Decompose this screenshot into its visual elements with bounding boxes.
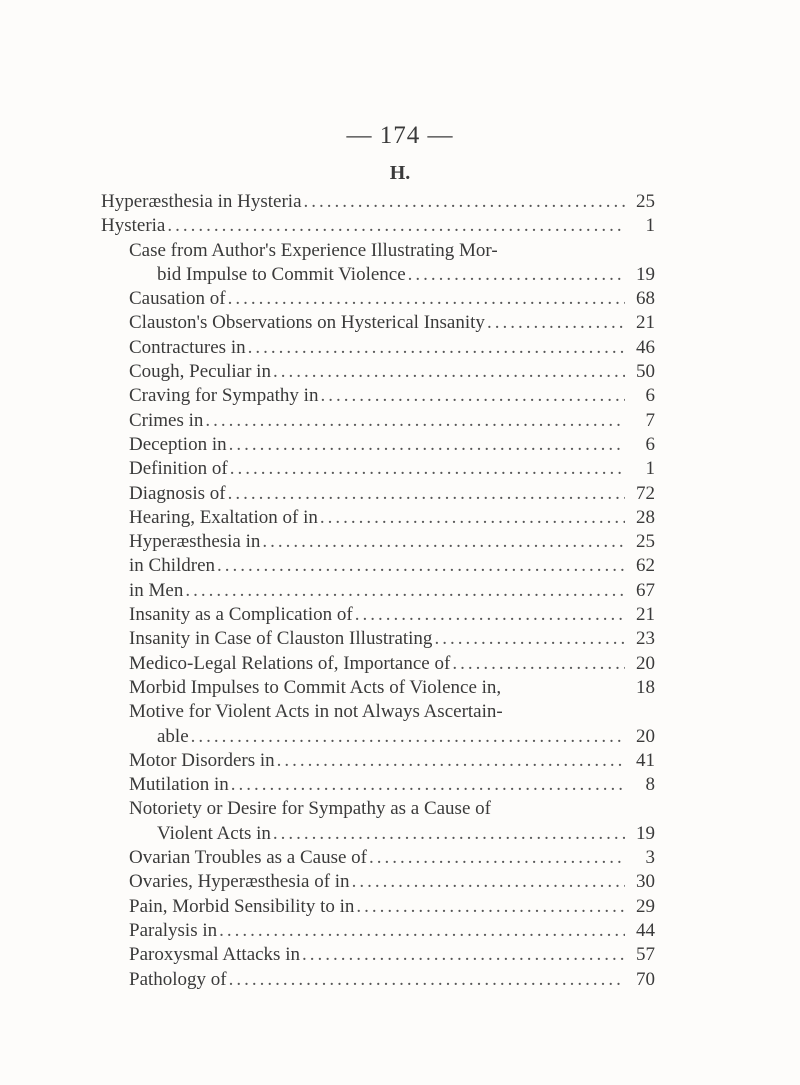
index-entry xyxy=(101,895,655,919)
index-entry xyxy=(101,919,655,943)
index-entry-page: 19 xyxy=(636,822,655,844)
index-entry xyxy=(101,773,655,797)
dot-leader xyxy=(320,384,625,408)
index-entry-text: Ovaries, Hyperæsthesia of in xyxy=(129,871,350,893)
index-entry-text: Mutilation in xyxy=(129,774,229,796)
index-entry-text: Paralysis in xyxy=(129,919,218,941)
dot-leader xyxy=(277,749,625,773)
dot-leader xyxy=(369,846,625,870)
dot-leader xyxy=(230,457,625,481)
index-entry xyxy=(101,700,655,724)
index-entry-page: 50 xyxy=(636,361,655,383)
dot-leader xyxy=(434,627,625,651)
index-entry-page: 41 xyxy=(636,749,655,771)
index-entry xyxy=(101,482,655,506)
index-entry-text: Crimes in xyxy=(129,409,204,431)
index-entry xyxy=(101,409,655,433)
index-entry-page: 7 xyxy=(645,409,655,431)
index-entry xyxy=(101,530,655,554)
index-entry xyxy=(101,336,655,360)
index-entry-text: Definition of xyxy=(129,458,228,480)
dot-leader xyxy=(167,214,625,238)
index-entry xyxy=(101,968,655,992)
index-entry-text: Hearing, Exaltation of in xyxy=(129,506,318,528)
index-entry-text: Hyperæsthesia in Hysteria xyxy=(101,191,302,212)
index-entry xyxy=(101,384,655,408)
index-entry-page: 20 xyxy=(636,725,655,747)
index-entry xyxy=(101,311,655,335)
index-entry-page: 18 xyxy=(636,676,655,698)
index-entry-text: able xyxy=(157,725,189,747)
dot-leader xyxy=(248,336,625,360)
dot-leader xyxy=(228,287,625,311)
dot-leader xyxy=(205,409,625,433)
index-entry xyxy=(101,457,655,481)
index-entry xyxy=(101,652,655,676)
index-entry-page: 1 xyxy=(645,215,655,237)
index-entry xyxy=(101,603,655,627)
dot-leader xyxy=(229,433,625,457)
index-entry-page: 19 xyxy=(636,263,655,285)
index-entry xyxy=(101,749,655,773)
index-entry-text: Ovarian Troubles as a Cause of xyxy=(129,847,367,869)
dot-leader xyxy=(408,263,625,287)
index-entry-page: 28 xyxy=(636,506,655,528)
dot-leader xyxy=(219,919,625,943)
index-entry xyxy=(101,506,655,530)
dot-leader xyxy=(217,554,625,578)
index-entry-text: Morbid Impulses to Commit Acts of Violence in, xyxy=(129,676,502,698)
index-entry-text: Pain, Morbid Sensibility to in xyxy=(129,895,355,917)
dot-leader xyxy=(273,822,625,846)
index-entry-text: Notoriety or Desire for Sympathy as a Cause of xyxy=(129,798,491,820)
dot-leader xyxy=(304,190,625,214)
index-entry xyxy=(101,554,655,578)
index-entry-text: bid Impulse to Commit Violence xyxy=(157,263,406,285)
index-entry-page: 21 xyxy=(636,604,655,626)
index-entry-page: 8 xyxy=(645,774,655,796)
index-entry-text: Pathology of xyxy=(129,968,227,990)
index-entry-text: in Men xyxy=(129,579,184,601)
index-entry-text: Motor Disorders in xyxy=(129,749,275,771)
index-entry-text: Insanity as a Complication of xyxy=(129,604,353,626)
dot-leader xyxy=(452,652,625,676)
index-entry xyxy=(101,943,655,967)
index-entry-text: Causation of xyxy=(129,288,226,310)
index-entry-page: 25 xyxy=(636,531,655,553)
dot-leader xyxy=(320,506,625,530)
index-entry-page: 25 xyxy=(636,191,655,212)
index-entry-text: Clauston's Observations on Hysterical Insanity xyxy=(129,312,485,334)
index-entry xyxy=(101,870,655,894)
index-entry-page: 29 xyxy=(636,895,655,917)
index-entry-page: 6 xyxy=(645,385,655,407)
index-entry-text: Deception in xyxy=(129,433,227,455)
dot-leader xyxy=(302,943,625,967)
index-entry-text: Paroxysmal Attacks in xyxy=(129,944,300,966)
index-entry xyxy=(101,214,655,238)
index-entry-text: Cough, Peculiar in xyxy=(129,361,271,383)
dot-leader xyxy=(356,895,625,919)
index-entry-page: 46 xyxy=(636,336,655,358)
index-entry xyxy=(101,263,655,287)
index-entry-page: 20 xyxy=(636,652,655,674)
index-entry-text: Craving for Sympathy in xyxy=(129,385,319,407)
index-list xyxy=(101,190,655,992)
dot-leader xyxy=(487,311,625,335)
index-entry-page: 70 xyxy=(636,968,655,990)
index-entry xyxy=(101,190,655,214)
index-entry xyxy=(101,725,655,749)
index-entry xyxy=(101,287,655,311)
index-entry-page: 44 xyxy=(636,919,655,941)
page-number: — 174 — xyxy=(346,122,454,149)
index-entry xyxy=(101,239,655,263)
index-entry-text: Hyperæsthesia in xyxy=(129,531,261,553)
index-entry-page: 21 xyxy=(636,312,655,334)
index-entry-page: 30 xyxy=(636,871,655,893)
index-entry-text: Medico-Legal Relations of, Importance of xyxy=(129,652,451,674)
dot-leader xyxy=(185,579,625,603)
dot-leader xyxy=(228,482,625,506)
index-entry-text: Diagnosis of xyxy=(129,482,226,504)
index-entry xyxy=(101,822,655,846)
index-entry xyxy=(101,797,655,821)
index-entry xyxy=(101,433,655,457)
index-entry-page: 57 xyxy=(636,944,655,966)
index-entry-page: 68 xyxy=(636,288,655,310)
index-entry-page: 62 xyxy=(636,555,655,577)
index-entry-page: 6 xyxy=(645,433,655,455)
index-entry-page: 23 xyxy=(636,628,655,650)
index-entry-page: 67 xyxy=(636,579,655,601)
index-entry-page: 72 xyxy=(636,482,655,504)
index-entry-text: Case from Author's Experience Illustrating Mor- xyxy=(129,239,498,261)
index-entry xyxy=(101,627,655,651)
index-entry-page: 3 xyxy=(645,847,655,869)
dot-leader xyxy=(273,360,625,384)
index-entry xyxy=(101,579,655,603)
index-entry-text: Motive for Violent Acts in not Always Ascertain- xyxy=(129,701,503,723)
index-entry-text: in Children xyxy=(129,555,216,577)
section-heading: H. xyxy=(389,162,411,184)
index-entry xyxy=(101,676,655,700)
dot-leader xyxy=(229,968,625,992)
index-entry xyxy=(101,360,655,384)
dot-leader xyxy=(355,603,625,627)
index-entry-text: Violent Acts in xyxy=(157,822,271,844)
dot-leader xyxy=(262,530,625,554)
dot-leader xyxy=(352,870,625,894)
index-entry-text: Hysteria xyxy=(101,215,166,237)
index-entry-text: Insanity in Case of Clauston Illustrating xyxy=(129,628,433,650)
index-entry-text: Contractures in xyxy=(129,336,246,358)
dot-leader xyxy=(231,773,625,797)
dot-leader xyxy=(191,725,625,749)
index-entry-page: 1 xyxy=(645,458,655,480)
index-entry xyxy=(101,846,655,870)
